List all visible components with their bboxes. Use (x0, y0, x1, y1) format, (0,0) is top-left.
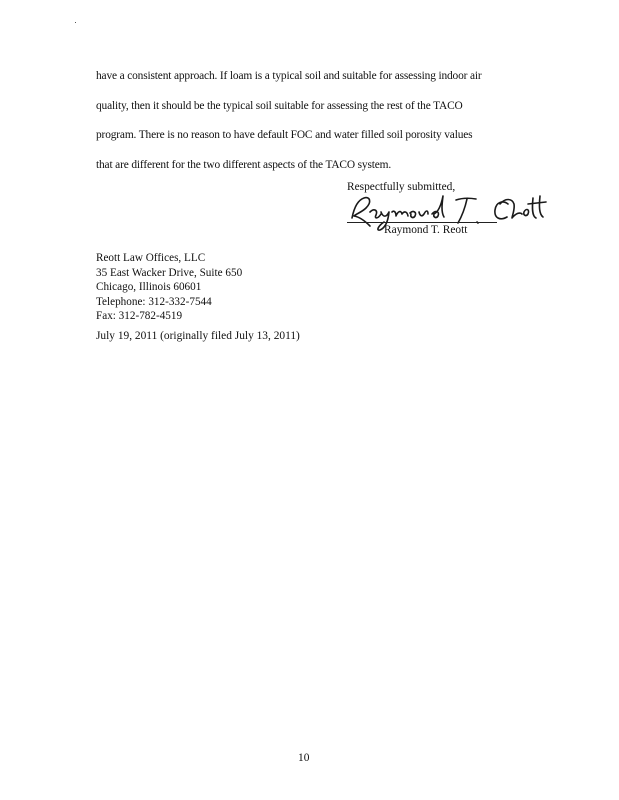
body-line: that are different for the two different aspects of the TACO system. (96, 158, 392, 171)
scan-speck (75, 22, 76, 23)
firm-address-block (96, 251, 242, 324)
body-paragraph (96, 66, 536, 184)
fax: Fax: 312-782-4519 (96, 310, 183, 323)
firm-name: Reott Law Offices, LLC (96, 252, 206, 264)
closing-text: Respectfully submitted, (347, 181, 456, 193)
filing-date: July 19, 2011 (originally filed July 13, 2011) (96, 330, 300, 342)
body-line: quality, then it should be the typical soil suitable for assessing the rest of the TACO (96, 99, 463, 112)
page-number: 10 (298, 752, 310, 764)
street-address: 35 East Wacker Drive, Suite 650 (96, 266, 243, 279)
telephone: Telephone: 312-332-7544 (96, 295, 212, 308)
body-line: have a consistent approach. If loam is a typical soil and suitable for assessing indoor air (96, 70, 482, 82)
signature-line (347, 222, 497, 223)
body-line: program. There is no reason to have default FOC and water filled soil porosity values (96, 129, 473, 141)
signer-name: Raymond T. Reott (384, 224, 468, 236)
city-state-zip: Chicago, Illinois 60601 (96, 281, 202, 294)
